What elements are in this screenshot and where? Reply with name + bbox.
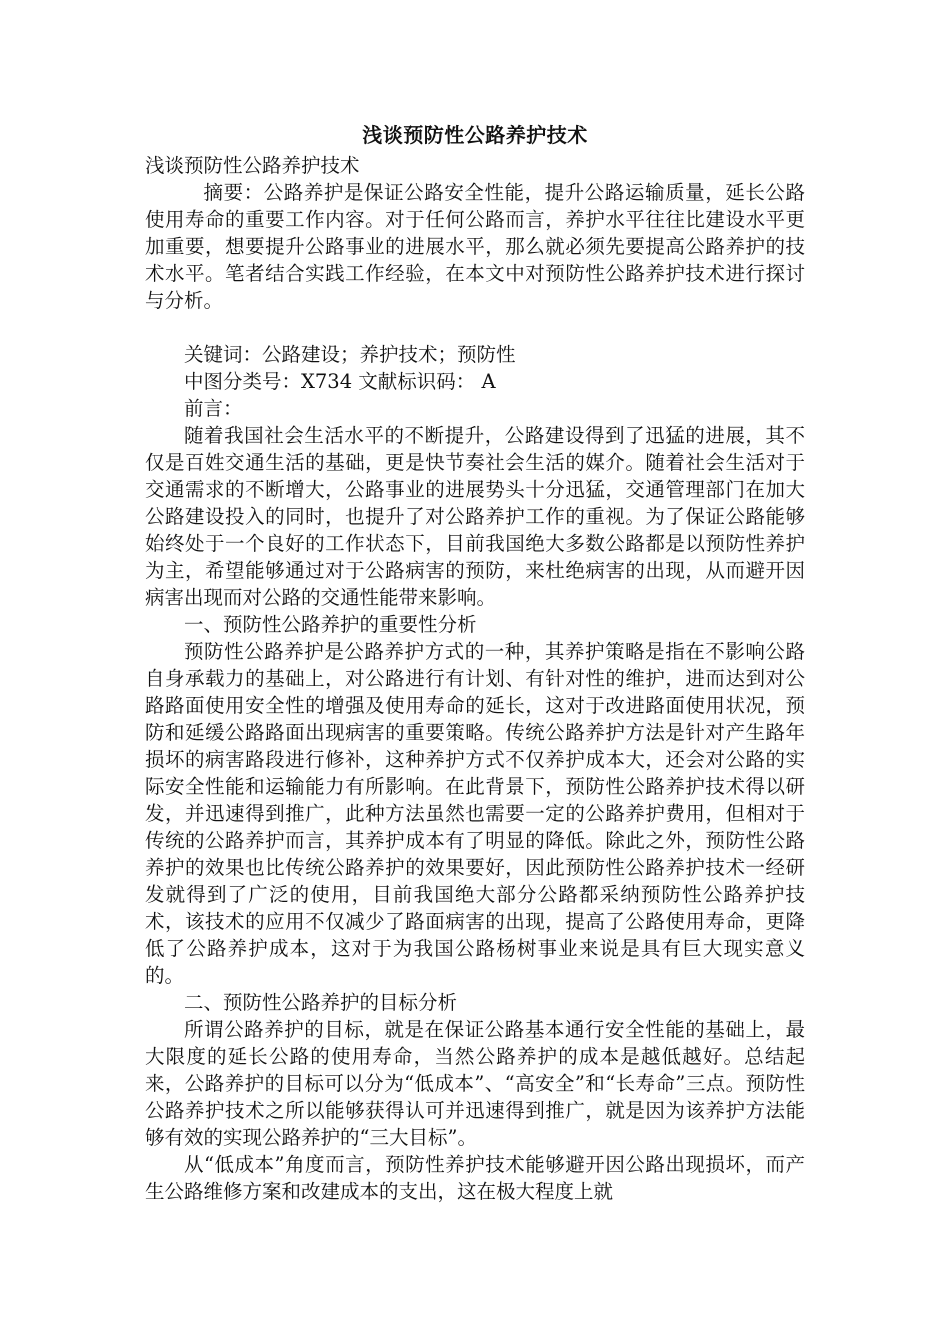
abstract-paragraph: 摘要：公路养护是保证公路安全性能，提升公路运输质量，延长公路使用寿命的重要工作内容。对于任何公路而言，养护水平往往比建设水平更加重要，想要提升公路事业的进展水平，那么就必须先要提高公路养护的技术水平。笔者结合实践工作经验，在本文中对预防性公路养护技术进行探讨与分析。 (145, 181, 805, 312)
section1-heading: 一、预防性公路养护的重要性分析 (184, 613, 477, 636)
preface-paragraph: 随着我国社会生活水平的不断提升，公路建设得到了迅猛的进展，其不仅是百姓交通生活的基础，更是快节奏社会生活的媒介。随着社会生活对于交通需求的不断增大，公路事业的进展势头十分迅猛，交通管理部门在加大公路建设投入的同时，也提升了对公路养护工作的重视。为了保证公路能够始终处于一个良好的工作状态下，目前我国绝大多数公路都是以预防性养护为主，希望能够通过对于公路病害的预防，来杜绝病害的出现，从而避开因病害出现而对公路的交通性能带来影响。 (145, 424, 805, 609)
classification-line: 中图分类号：X734 文献标识码： A (184, 370, 496, 393)
preface-heading: 前言： (184, 397, 243, 420)
document-page (145, 118, 805, 1205)
section2-paragraph-2: 从“低成本”角度而言，预防性养护技术能够避开因公路出现损坏，而产生公路维修方案和改建成本的支出，这在极大程度上就 (145, 1153, 805, 1203)
document-title: 浅谈预防性公路养护技术 (362, 123, 588, 147)
paragraph-gap (145, 314, 805, 341)
section1-paragraph: 预防性公路养护是公路养护方式的一种，其养护策略是指在不影响公路自身承载力的基础上，对公路进行有计划、有针对性的维护，进而达到对公路路面使用安全性的增强及使用寿命的延长，这对于改进路面使用状况，预防和延缓公路路面出现病害的重要策略。传统公路养护方法是针对产生路年损坏的病害路段进行修补，这种养护方式不仅养护成本大，还会对公路的实际安全性能和运输能力有所影响。在此背景下，预防性公路养护技术得以研发，并迅速得到推广，此种方法虽然也需要一定的公路养护费用，但相对于传统的公路养护而言，其养护成本有了明显的降低。除此之外，预防性公路养护的效果也比传统公路养护的效果要好，因此预防性公路养护技术一经研发就得到了广泛的使用，目前我国绝大部分公路都采纳预防性公路养护技术，该技术的应用不仅减少了路面病害的出现，提高了公路使用寿命，更降低了公路养护成本，这对于为我国公路杨树事业来说是具有巨大现实意义的。 (145, 640, 805, 987)
keywords-line: 关键词：公路建设；养护技术；预防性 (184, 343, 516, 366)
document-subtitle: 浅谈预防性公路养护技术 (145, 154, 360, 177)
section2-heading: 二、预防性公路养护的目标分析 (184, 991, 458, 1014)
section2-paragraph: 所谓公路养护的目标，就是在保证公路基本通行安全性能的基础上，最大限度的延长公路的使用寿命，当然公路养护的成本是越低越好。总结起来，公路养护的目标可以分为“低成本”、“高安全”和“长寿命”三点。预防性公路养护技术之所以能够获得认可并迅速得到推广，就是因为该养护方法能够有效的实现公路养护的“三大目标”。 (145, 1018, 805, 1149)
